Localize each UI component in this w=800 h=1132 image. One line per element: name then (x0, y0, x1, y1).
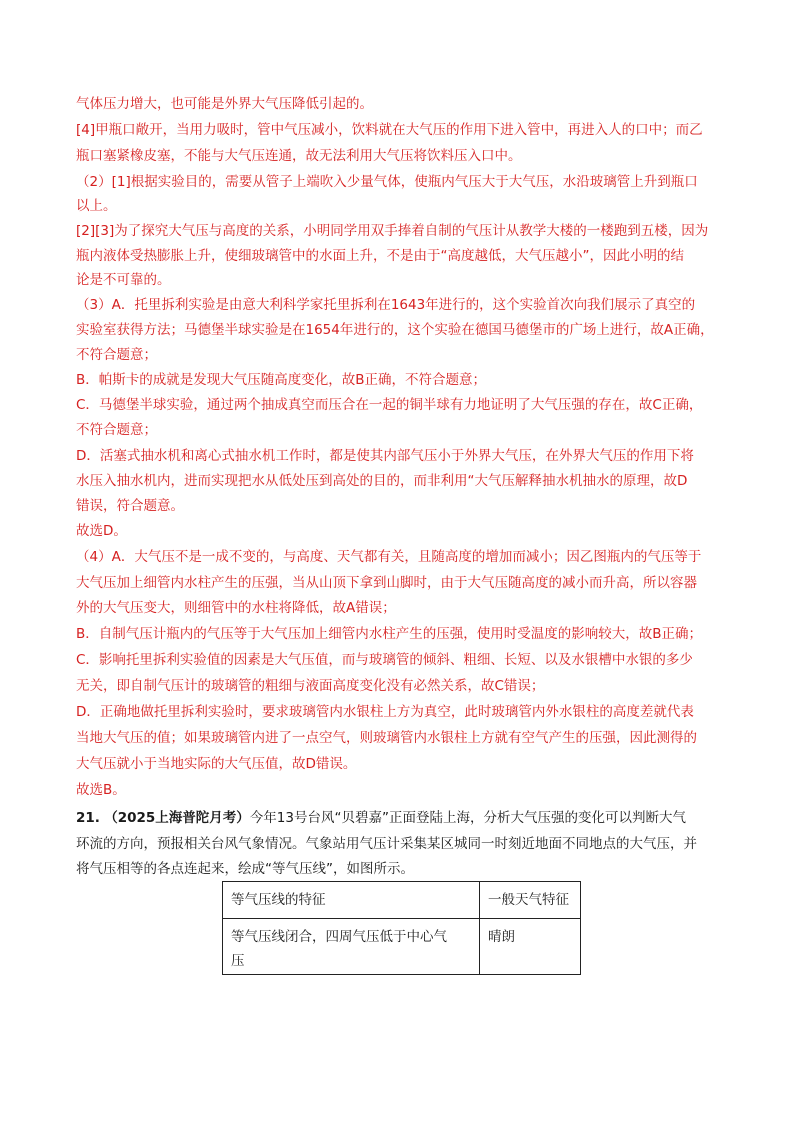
answer-line: 大气压就小于当地实际的大气压值，故D错误。 (76, 756, 357, 772)
answer-line: 外的大气压变大，则细管中的水柱将降低，故A错误； (76, 600, 396, 616)
answer-line: D．正确地做托里拆利实验时，要求玻璃管内水银柱上方为真空，此时玻璃管内外水银柱的高度差就代表 (76, 704, 694, 720)
table-cell-text: 等气压线闭合，四周气压低于中心气 (231, 929, 447, 945)
answer-line: 当地大气压的值；如果玻璃管内进了一点空气，则玻璃管内水银柱上方就有空气产生的压强，因此测得的 (76, 730, 697, 746)
answer-line: 气体压力增大，也可能是外界大气压降低引起的。 (76, 96, 373, 112)
question-source: （2025上海普陀月考） (104, 810, 250, 826)
question-21-line-3: 将气压相等的各点连起来，绘成“等气压线”，如图所示。 (76, 861, 414, 877)
answer-line: C．马德堡半球实验，通过两个抽成真空而压合在一起的铜半球有力地证明了大气压强的存在，故C正确， (76, 397, 703, 413)
answer-line: [4]甲瓶口敞开，当用力吸时，管中气压减小，饮料就在大气压的作用下进入管中，再进入人的口中；而乙 (76, 122, 703, 138)
table-cell (223, 919, 480, 975)
question-text: 今年13号台风“贝碧嘉”正面登陆上海，分析大气压强的变化可以判断大气 (249, 810, 686, 826)
table-header-cell: 等气压线的特征 (223, 882, 480, 919)
answer-line: [2][3]为了探究大气压与高度的关系，小明同学用双手捧着自制的气压计从教学大楼的一楼跑到五楼，因为 (76, 223, 709, 239)
table-header-cell: 一般天气特征 (480, 882, 581, 919)
pressure-feature-table (222, 881, 581, 975)
answer-line: 瓶口塞紧橡皮塞，不能与大气压连通，故无法利用大气压将饮料压入口中。 (76, 148, 522, 164)
answer-line: 大气压加上细管内水柱产生的压强，当从山顶下拿到山脚时，由于大气压随高度的减小而升高，所以容器 (76, 575, 697, 591)
answer-line: （3）A．托里拆利实验是由意大利科学家托里拆利在1643年进行的，这个实验首次向我们展示了真空的 (76, 297, 696, 313)
answer-line: 瓶内液体受热膨胀上升，使细玻璃管中的水面上升，不是由于“高度越低，大气压越小”，因此小明的结 (76, 248, 684, 264)
answer-line: 以上。 (76, 198, 117, 214)
answer-line: D．活塞式抽水机和离心式抽水机工作时，都是使其内部气压小于外界大气压，在外界大气压的作用下将 (76, 448, 694, 464)
question-21-line-1 (76, 808, 686, 828)
answer-line: （4）A．大气压不是一成不变的，与高度、天气都有关，且随高度的增加而减小；因乙图瓶内的气压等于 (76, 549, 702, 565)
answer-line: 故选B。 (76, 782, 126, 798)
answer-line: B．帕斯卡的成就是发现大气压随高度变化，故B正确，不符合题意； (76, 372, 487, 388)
answer-line: 故选D。 (76, 523, 127, 539)
table-cell-text: 压 (231, 953, 245, 969)
answer-line: C．影响托里拆利实验值的因素是大气压值，而与玻璃管的倾斜、粗细、长短、以及水银槽中水银的多少 (76, 652, 693, 668)
answer-line: 论是不可靠的。 (76, 272, 171, 288)
answer-line: 不符合题意； (76, 422, 157, 438)
answer-line: 水压入抽水机内，进而实现把水从低处压到高处的目的，而非利用“大气压解释抽水机抽水的原理，故D (76, 473, 688, 489)
answer-line: （2）[1]根据实验目的，需要从管子上端吹入少量气体，使瓶内气压大于大气压，水沿玻璃管上升到瓶口 (76, 174, 698, 190)
question-21-line-2: 环流的方向，预报相关台风气象情况。气象站用气压计采集某区城同一时刻近地面不同地点的大气压，并 (76, 836, 697, 852)
question-number: 21. (76, 810, 100, 826)
answer-line: 错误，符合题意。 (76, 498, 184, 514)
answer-line: B．自制气压计瓶内的气压等于大气压加上细管内水柱产生的压强，使用时受温度的影响较大，故B正确； (76, 626, 703, 642)
table-cell: 晴朗 (480, 919, 581, 975)
table-row (223, 919, 581, 975)
answer-line: 无关，即自制气压计的玻璃管的粗细与液面高度变化没有必然关系，故C错误； (76, 678, 545, 694)
table-header-row (223, 882, 581, 919)
answer-line: 实验室获得方法；马德堡半球实验是在1654年进行的，这个实验在德国马德堡市的广场上进行，故A正确， (76, 322, 714, 338)
answer-line: 不符合题意； (76, 347, 157, 363)
